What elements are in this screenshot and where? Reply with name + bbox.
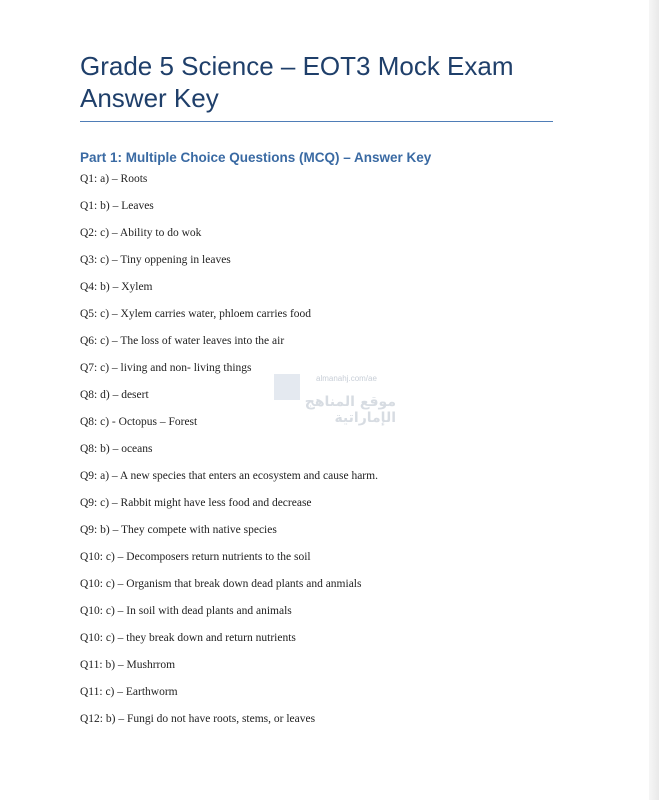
answer-item: Q9: b) – They compete with native species: [80, 524, 277, 536]
watermark-arabic-text: موقع المناهج الإماراتية: [304, 394, 396, 426]
section-heading: Part 1: Multiple Choice Questions (MCQ) – Answer Key: [80, 150, 432, 165]
answer-item: Q1: b) – Leaves: [80, 200, 154, 212]
answer-item: Q9: c) – Rabbit might have less food and decrease: [80, 497, 312, 509]
answer-item: Q10: c) – In soil with dead plants and animals: [80, 605, 292, 617]
answer-item: Q3: c) – Tiny oppening in leaves: [80, 254, 231, 266]
answer-item: Q8: d) – desert: [80, 389, 149, 401]
document-title: [80, 50, 514, 114]
watermark-logo: [272, 372, 396, 428]
answer-item: Q11: c) – Earthworm: [80, 686, 178, 698]
watermark-url: almanahj.com/ae: [316, 374, 377, 383]
title-divider: [80, 121, 553, 122]
title-line-2: Answer Key: [80, 83, 219, 113]
answer-item: Q9: a) – A new species that enters an ecosystem and cause harm.: [80, 470, 378, 482]
answer-item: Q10: c) – Decomposers return nutrients to the soil: [80, 551, 311, 563]
title-line-1: Grade 5 Science – EOT3 Mock Exam: [80, 51, 514, 81]
answer-item: Q8: b) – oceans: [80, 443, 153, 455]
answer-list: [80, 170, 378, 737]
answer-item: Q4: b) – Xylem: [80, 281, 153, 293]
answer-item: Q5: c) – Xylem carries water, phloem carries food: [80, 308, 312, 320]
answer-item: Q8: c) - Octopus – Forest: [80, 416, 198, 428]
answer-item: Q11: b) – Mushrrom: [80, 659, 176, 671]
answer-item: Q7: c) – living and non- living things: [80, 362, 252, 374]
answer-item: Q10: c) – they break down and return nutrients: [80, 632, 296, 644]
answer-item: Q2: c) – Ability to do wok: [80, 227, 202, 239]
answer-item: Q1: a) – Roots: [80, 173, 148, 185]
page-edge-shadow: [649, 0, 659, 800]
answer-item: Q12: b) – Fungi do not have roots, stems, or leaves: [80, 713, 316, 725]
answer-item: Q6: c) – The loss of water leaves into the air: [80, 335, 285, 347]
answer-item: Q10: c) – Organism that break down dead plants and anmials: [80, 578, 362, 590]
